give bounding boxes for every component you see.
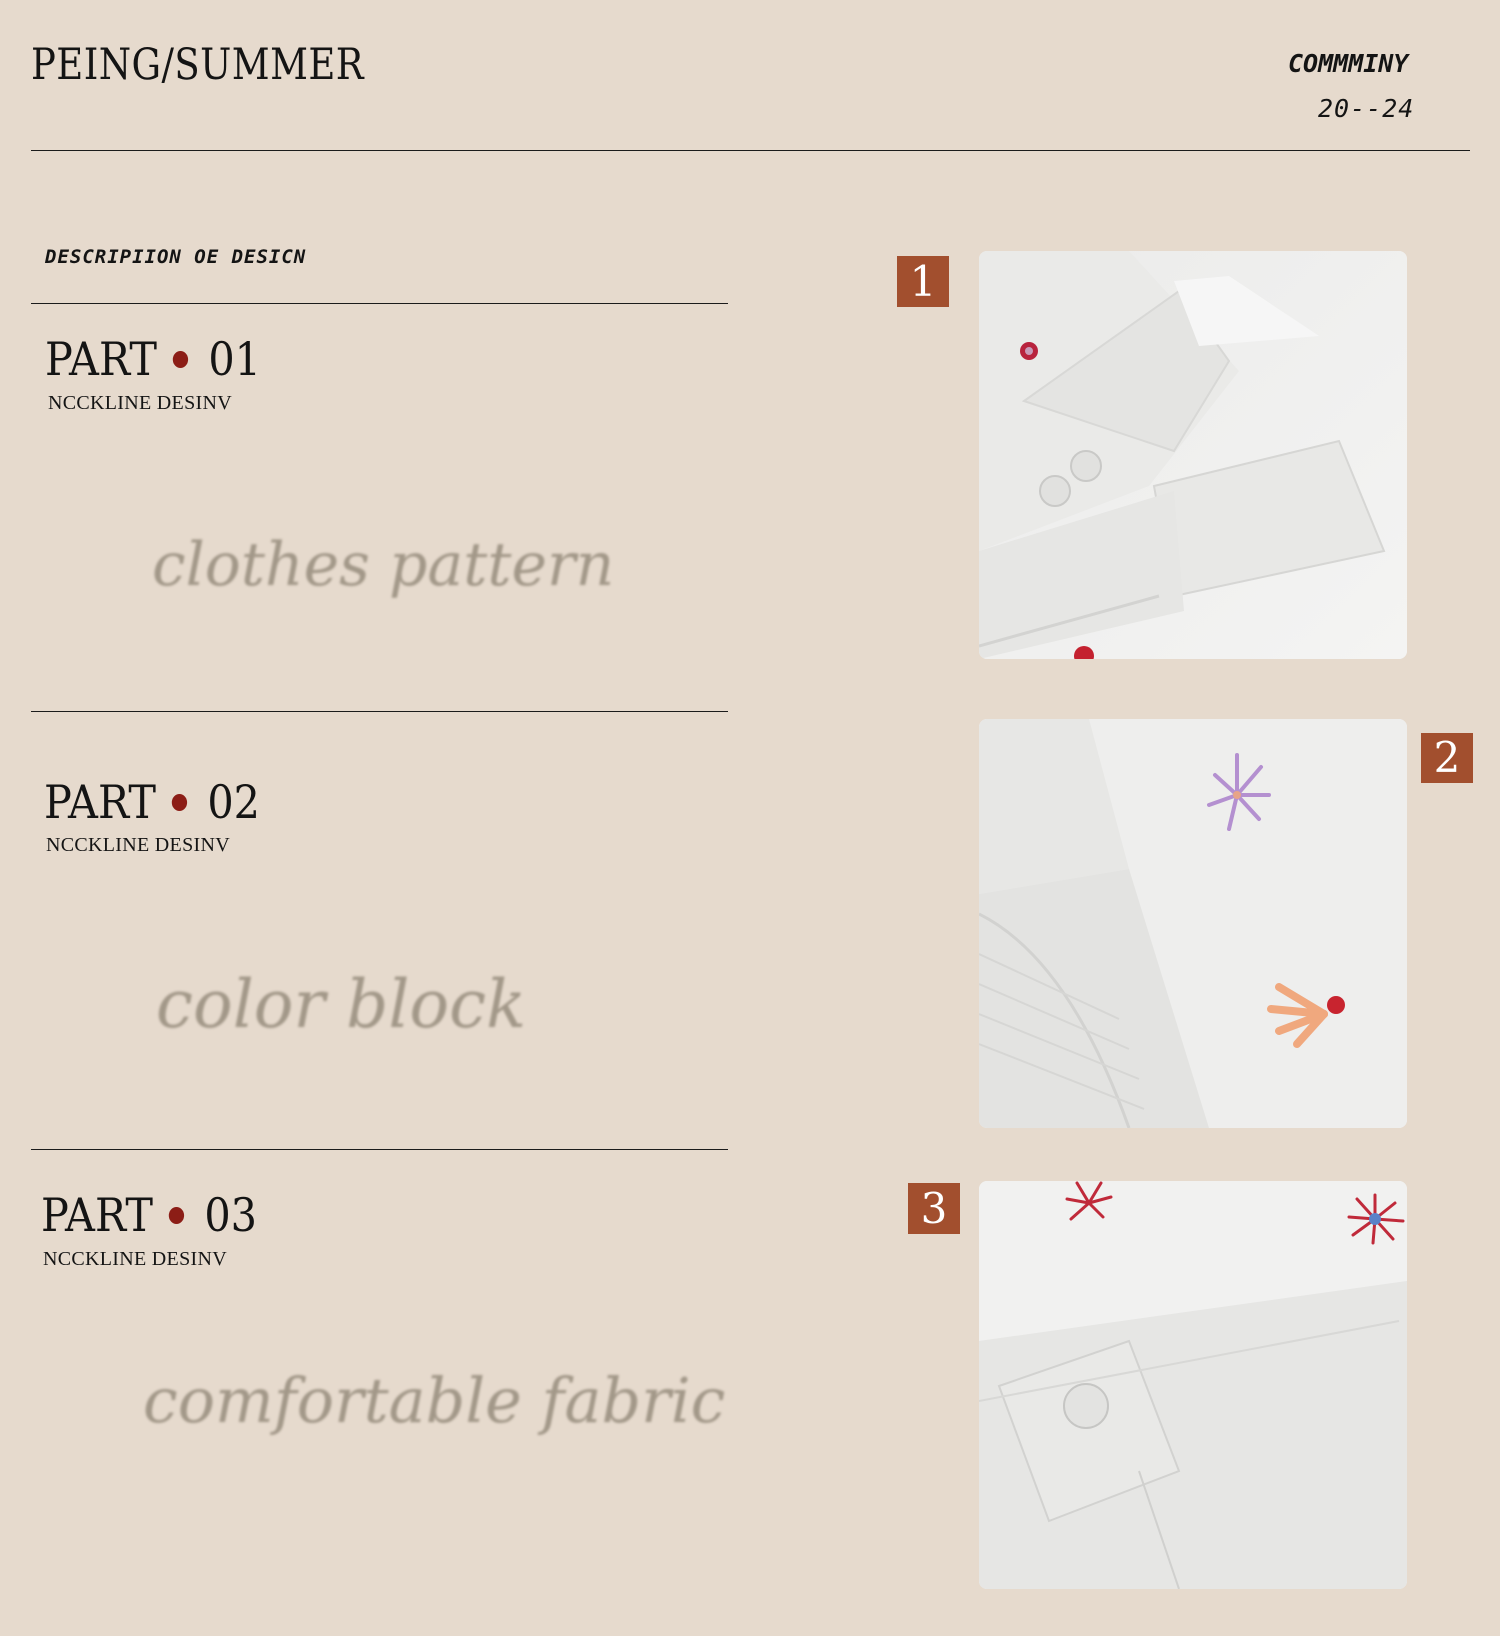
part-label: PART bbox=[41, 1188, 154, 1242]
part-subtitle-3: NCCKLINE DESINV bbox=[43, 1248, 227, 1270]
dot-icon bbox=[173, 351, 188, 368]
badge-3: 3 bbox=[908, 1183, 960, 1234]
badge-1: 1 bbox=[897, 256, 949, 307]
brand-title: PEING/SUMMER bbox=[31, 40, 365, 90]
part-title-3 bbox=[41, 1188, 258, 1242]
part-label: PART bbox=[44, 775, 157, 829]
part-title-1 bbox=[45, 332, 262, 386]
part-label: PART bbox=[45, 332, 158, 386]
part-subtitle-1: NCCKLINE DESINV bbox=[48, 392, 232, 414]
header-divider bbox=[31, 150, 1470, 151]
product-photo-cuff bbox=[979, 1181, 1407, 1589]
part-number: 03 bbox=[204, 1188, 258, 1242]
section-heading: DESCRIPIION OE DESICN bbox=[45, 246, 307, 268]
script-caption-3: comfortable fabric bbox=[143, 1364, 726, 1437]
part-number: 02 bbox=[207, 775, 261, 829]
collection-year: 20--24 bbox=[1318, 94, 1415, 123]
dot-icon bbox=[169, 1207, 184, 1224]
part-divider-1 bbox=[31, 711, 728, 712]
part-number: 01 bbox=[208, 332, 262, 386]
badge-2: 2 bbox=[1421, 733, 1473, 783]
part-subtitle-2: NCCKLINE DESINV bbox=[46, 834, 230, 856]
part-title-2 bbox=[44, 775, 261, 829]
product-photo-collar bbox=[979, 251, 1407, 659]
company-name: COMMMINY bbox=[1288, 49, 1409, 78]
part-divider-2 bbox=[31, 1149, 728, 1150]
script-caption-2: color block bbox=[156, 966, 527, 1043]
script-caption-1: clothes pattern bbox=[152, 530, 615, 600]
section-divider bbox=[31, 303, 728, 304]
dot-icon bbox=[172, 794, 187, 811]
product-photo-pocket bbox=[979, 719, 1407, 1128]
